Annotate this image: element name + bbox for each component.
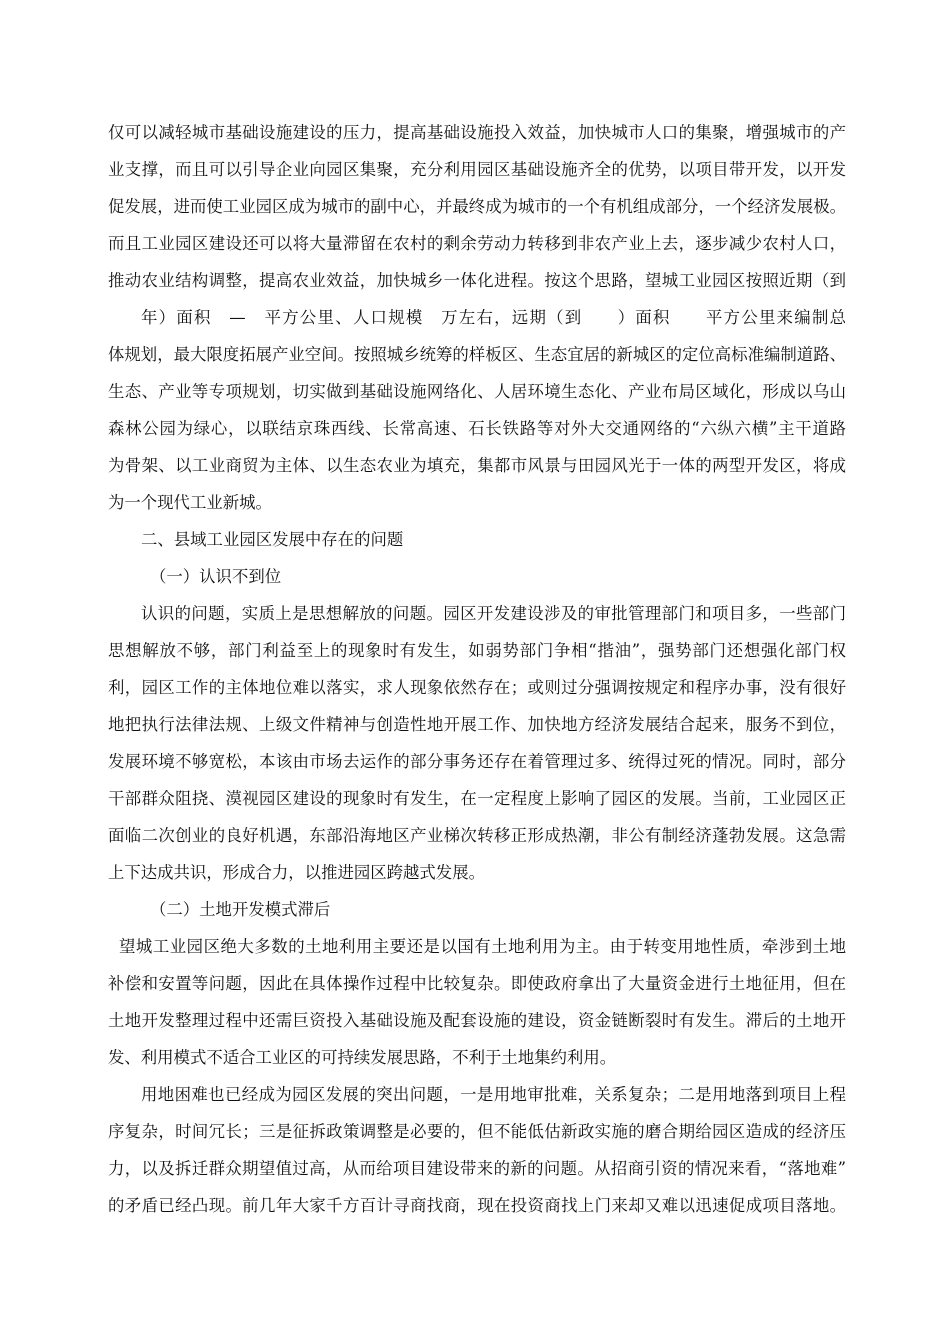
body-text-line: 生态、产业等专项规划，切实做到基础设施网络化、人居环境生态化、产业布局区域化，形成以乌山 — [108, 382, 846, 401]
body-text-line: 序复杂，时间冗长；三是征拆政策调整是必要的，但不能低估新政实施的磨合期给园区造成的经济压 — [108, 1122, 846, 1141]
subsection-heading: （二）土地开发模式滞后 — [150, 900, 331, 919]
body-text-line: 推动农业结构调整，提高农业效益，加快城乡一体化进程。按这个思路，望城工业园区按照近期（到 — [108, 271, 846, 290]
body-text-line: 为一个现代工业新城。 — [108, 493, 272, 512]
section-heading: 二、县域工业园区发展中存在的问题 — [141, 530, 404, 549]
body-text-line: 发、利用模式不适合工业区的可持续发展思路，不利于土地集约利用。 — [108, 1048, 617, 1067]
body-text-line: 森林公园为绿心，以联结京珠西线、长常高速、石长铁路等对外大交通网络的“六纵六横”主干道路 — [108, 419, 846, 438]
body-text-line: 补偿和安置等问题，因此在具体操作过程中比较复杂。即使政府拿出了大量资金进行土地征用，但在 — [108, 974, 846, 993]
body-text-line: 用地困难也已经成为园区发展的突出问题，一是用地审批难，关系复杂；二是用地落到项目上程 — [141, 1085, 846, 1104]
body-text-line: 年）面积 — 平方公里、人口规模 万左右，远期（到 ）面积 平方公里来编制总 — [141, 308, 846, 327]
body-text-line: 望城工业园区绝大多数的土地利用主要还是以国有土地利用为主。由于转变用地性质，牵涉到土地 — [119, 937, 846, 956]
body-text-line: 的矛盾已经凸现。前几年大家千方百计寻商找商，现在投资商找上门来却又难以迅速促成项目落地。 — [108, 1196, 846, 1215]
body-text-line: 为骨架、以工业商贸为主体、以生态农业为填充，集都市风景与田园风光于一体的两型开发区，将成 — [108, 456, 846, 475]
body-text-line: 而且工业园区建设还可以将大量滞留在农村的剩余劳动力转移到非农产业上去，逐步减少农村人口， — [108, 234, 846, 253]
body-text-line: 促发展，进而使工业园区成为城市的副中心，并最终成为城市的一个有机组成部分，一个经济发展极。 — [108, 197, 846, 216]
body-text-line: 思想解放不够，部门利益至上的现象时有发生，如弱势部门争相“揩油”，强势部门还想强化部门权 — [108, 641, 846, 660]
body-text-line: 发展环境不够宽松，本该由市场去运作的部分事务还存在着管理过多、统得过死的情况。同时，部分 — [108, 752, 846, 771]
body-text-line: 地把执行法律法规、上级文件精神与创造性地开展工作、加快地方经济发展结合起来，服务不到位， — [108, 715, 846, 734]
body-text-line: 体规划，最大限度拓展产业空间。按照城乡统筹的样板区、生态宜居的新城区的定位高标准编制道路、 — [108, 345, 846, 364]
body-text-line: 面临二次创业的良好机遇，东部沿海地区产业梯次转移正形成热潮，非公有制经济蓬勃发展。这急需 — [108, 826, 846, 845]
body-text-line: 业支撑，而且可以引导企业向园区集聚，充分利用园区基础设施齐全的优势，以项目带开发，以开发 — [108, 160, 846, 179]
body-text-line: 力，以及拆迁群众期望值过高，从而给项目建设带来的新的问题。从招商引资的情况来看，“落地难” — [108, 1159, 846, 1178]
body-text-line: 利，园区工作的主体地位难以落实，求人现象依然存在；或则过分强调按规定和程序办事，没有很好 — [108, 678, 846, 697]
body-text-line: 土地开发整理过程中还需巨资投入基础设施及配套设施的建设，资金链断裂时有发生。滞后的土地开 — [108, 1011, 846, 1030]
body-text-line: 干部群众阻挠、漠视园区建设的现象时有发生，在一定程度上影响了园区的发展。当前，工业园区正 — [108, 789, 846, 808]
body-text-line: 认识的问题，实质上是思想解放的问题。园区开发建设涉及的审批管理部门和项目多，一些部门 — [141, 604, 846, 623]
body-text-line: 上下达成共识，形成合力，以推进园区跨越式发展。 — [108, 863, 485, 882]
subsection-heading: （一）认识不到位 — [150, 567, 282, 586]
body-text-line: 仅可以减轻城市基础设施建设的压力，提高基础设施投入效益，加快城市人口的集聚，增强城市的产 — [108, 123, 846, 142]
